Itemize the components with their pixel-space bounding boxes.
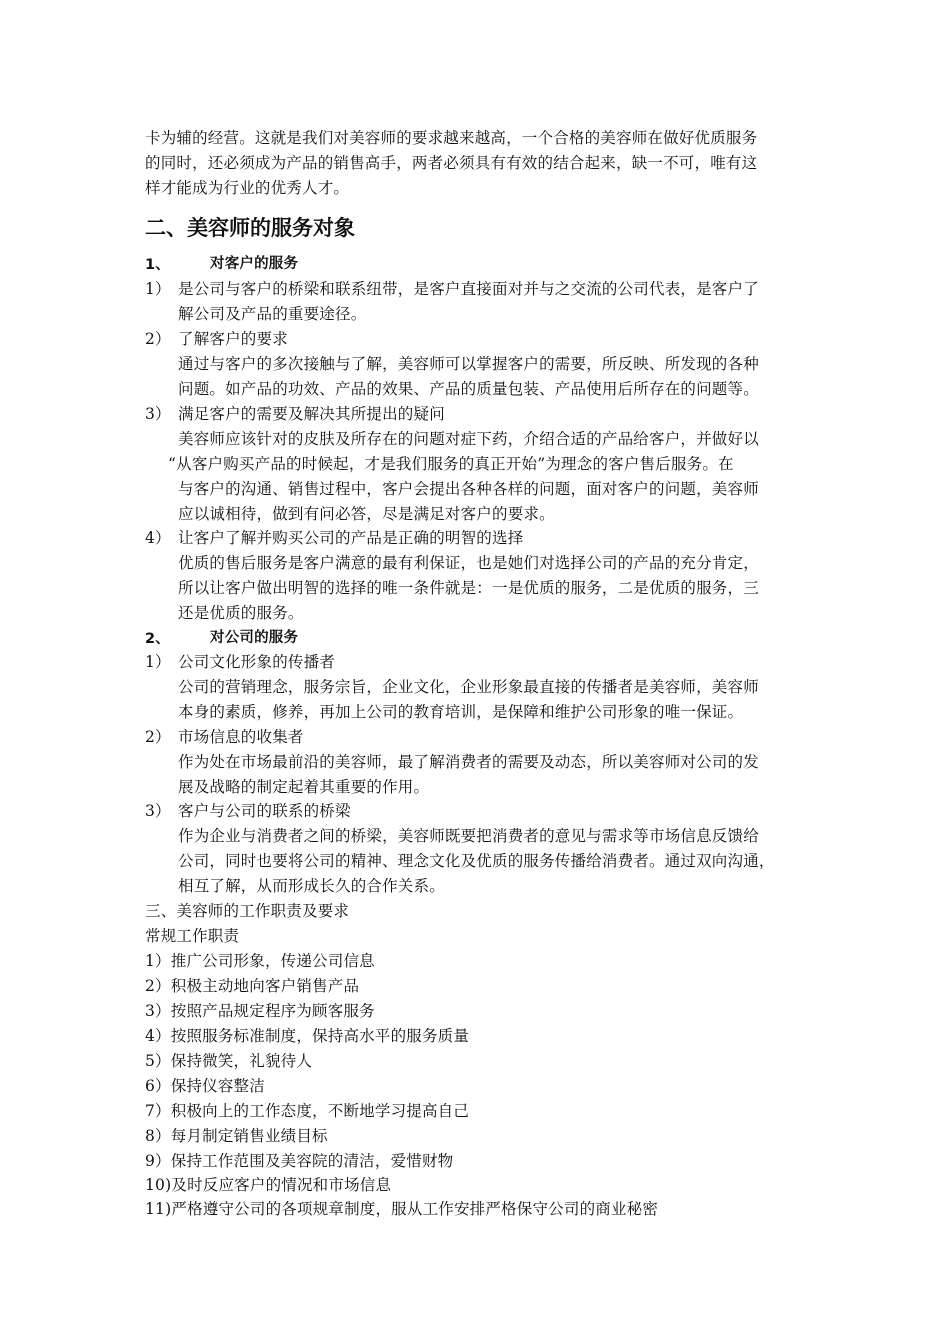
item-label: 3） — [145, 802, 171, 820]
item-label: 2） — [145, 330, 171, 348]
item-text: 应以诚相待，做到有问必答，尽是满足对客户的要求。 — [178, 505, 555, 523]
item-label: 4） — [145, 529, 171, 547]
list-item — [145, 727, 304, 747]
intro-line: 卡为辅的经营。这就是我们对美容师的要求越来越高，一个合格的美容师在做好优质服务 — [145, 129, 758, 147]
list-item — [145, 404, 445, 424]
item-text: 满足客户的需要及解决其所提出的疑问 — [178, 405, 445, 423]
item-text: 展及战略的制定起着其重要的作用。 — [178, 778, 430, 796]
section2-number: 2、 — [145, 631, 170, 647]
item-text: 相互了解，从而形成长久的合作关系。 — [178, 877, 445, 895]
item-text: 美容师应该针对的皮肤及所存在的问题对症下药，介绍合适的产品给客户，并做好以 — [178, 430, 759, 448]
section1-number: 1、 — [145, 257, 170, 273]
item-label: 3） — [145, 405, 171, 423]
duty-item: 10)及时反应客户的情况和市场信息 — [145, 1176, 392, 1194]
section2-heading — [145, 628, 299, 649]
item-text: 是公司与客户的桥梁和联系纽带，是客户直接面对并与之交流的公司代表，是客户了 — [178, 280, 759, 298]
item-text: 市场信息的收集者 — [178, 728, 304, 746]
item-text: 本身的素质，修养，再加上公司的教育培训，是保障和维护公司形象的唯一保证。 — [178, 703, 744, 721]
intro-line: 的同时，还必须成为产品的销售高手，两者必须具有有效的结合起来，缺一不可，唯有这 — [145, 154, 758, 172]
duty-item: 3）按照产品规定程序为顾客服务 — [145, 1002, 375, 1020]
list-item — [145, 528, 523, 548]
item-text: 公司的营销理念，服务宗旨，企业文化，企业形象最直接的传播者是美容师，美容师 — [178, 678, 759, 696]
item-text: 与客户的沟通、销售过程中，客户会提出各种各样的问题，面对客户的问题，美容师 — [178, 480, 759, 498]
duty-item: 11)严格遵守公司的各项规章制度，服从工作安排严格保守公司的商业秘密 — [145, 1200, 659, 1218]
list-item — [145, 801, 351, 821]
section2-title: 对公司的服务 — [210, 630, 299, 646]
duty-item: 9）保持工作范围及美容院的清洁，爱惜财物 — [145, 1152, 454, 1170]
duty-item: 4）按照服务标准制度，保持高水平的服务质量 — [145, 1027, 470, 1045]
item-label: 1） — [145, 653, 171, 671]
item-text: 客户与公司的联系的桥梁 — [178, 802, 351, 820]
section1-heading — [145, 254, 299, 275]
section1-title: 对客户的服务 — [210, 256, 299, 272]
item-label: 2） — [145, 728, 171, 746]
intro-line: 样才能成为行业的优秀人才。 — [145, 179, 350, 197]
item-text: 优质的售后服务是客户满意的最有利保证，也是她们对选择公司的产品的充分肯定， — [178, 554, 759, 572]
duty-item: 5）保持微笑，礼貌待人 — [145, 1052, 313, 1070]
item-text: 还是优质的服务。 — [178, 604, 304, 622]
duty-item: 8）每月制定销售业绩目标 — [145, 1127, 328, 1145]
duty-item: 1）推广公司形象，传递公司信息 — [145, 952, 375, 970]
duty-item: 2）积极主动地向客户销售产品 — [145, 977, 360, 995]
item-text: 公司，同时也要将公司的精神、理念文化及优质的服务传播给消费者。通过双向沟通， — [178, 852, 775, 870]
list-item — [145, 279, 759, 299]
section-heading: 二、美容师的服务对象 — [145, 216, 355, 240]
item-text: 作为处在市场最前沿的美容师，最了解消费者的需要及动态，所以美容师对公司的发 — [178, 753, 759, 771]
list-item — [145, 329, 288, 349]
list-item — [145, 652, 335, 672]
item-text: 问题。如产品的功效、产品的效果、产品的质量包装、产品使用后所存在的问题等。 — [178, 380, 759, 398]
item-text: 通过与客户的多次接触与了解，美容师可以掌握客户的需要，所反映、所发现的各种 — [178, 355, 759, 373]
item-text: 让客户了解并购买公司的产品是正确的明智的选择 — [178, 529, 524, 547]
subheading: 常规工作职责 — [145, 927, 240, 945]
item-label: 1） — [145, 280, 171, 298]
section3-heading: 三、美容师的工作职责及要求 — [145, 902, 350, 920]
item-text: 所以让客户做出明智的选择的唯一条件就是：一是优质的服务，二是优质的服务，三 — [178, 579, 759, 597]
duty-item: 6）保持仪容整洁 — [145, 1077, 265, 1095]
item-text: 公司文化形象的传播者 — [178, 653, 336, 671]
item-text: 了解客户的要求 — [178, 330, 288, 348]
item-text: 解公司及产品的重要途径。 — [178, 305, 367, 323]
item-text: 作为企业与消费者之间的桥梁，美容师既要把消费者的意见与需求等市场信息反馈给 — [178, 827, 759, 845]
duty-item: 7）积极向上的工作态度，不断地学习提高自己 — [145, 1102, 470, 1120]
item-text: “从客户购买产品的时候起，才是我们服务的真正开始”为理念的客户售后服务。在 — [168, 455, 734, 473]
